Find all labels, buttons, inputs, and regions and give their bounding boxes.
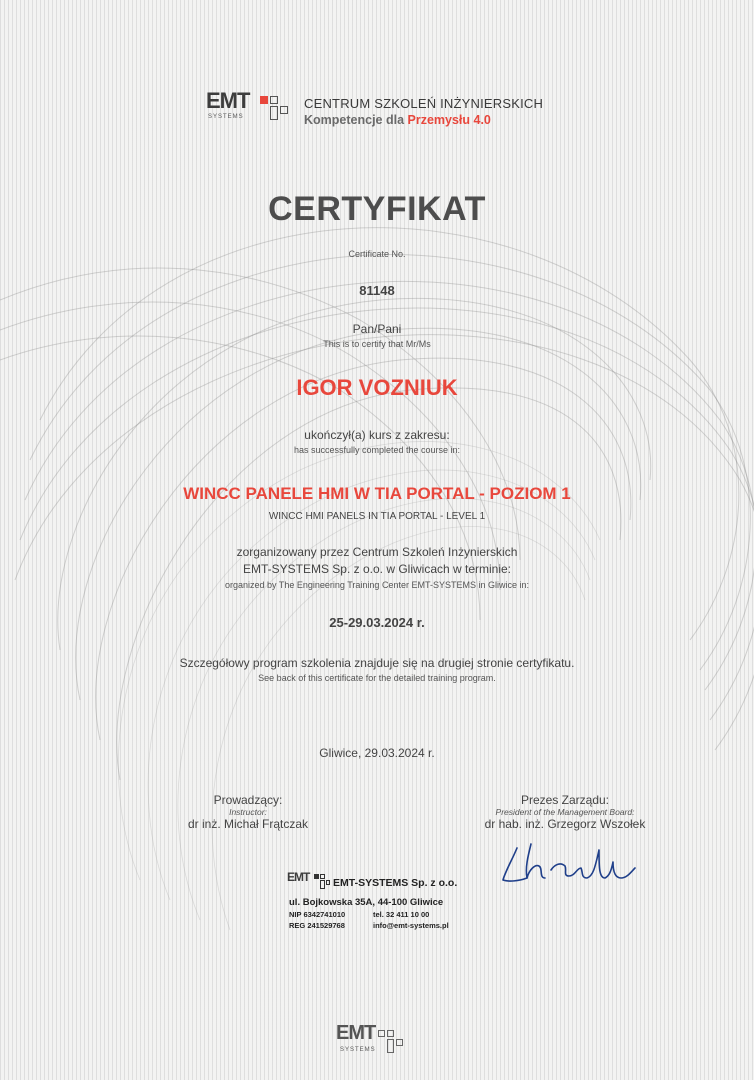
stamp-nip: NIP 6342741010 (289, 910, 346, 919)
stamp-company-name: EMT-SYSTEMS Sp. z o.o. (333, 877, 458, 889)
header-tagline (304, 113, 543, 127)
footer-logo-subtitle: SYSTEMS (340, 1047, 376, 1053)
tagline-prefix: Kompetencje dla (304, 113, 408, 127)
addressee-pl: Pan/Pani (352, 322, 402, 336)
footer-logo-wordmark: EMT (336, 1022, 376, 1044)
instructor-role-en: Instructor: (229, 807, 267, 817)
tagline-highlight: Przemysłu 4.0 (407, 113, 491, 127)
organizer-en: organized by The Engineering Training Center EMT-SYSTEMS in Gliwice in: (225, 580, 529, 590)
addressee-en: This is to certify that Mr/Ms (323, 339, 431, 349)
stamp-logo-wordmark: EMT (287, 870, 310, 884)
president-role-pl: Prezes Zarządu: (520, 793, 610, 807)
completed-en: has successfully completed the course in: (293, 445, 461, 455)
president-name: dr hab. inż. Grzegorz Wszołek (484, 817, 646, 831)
instructor-name: dr inż. Michał Frątczak (187, 817, 309, 831)
stamp-address: ul. Bojkowska 35A, 44-100 Gliwice (289, 897, 444, 908)
stamp-logo (287, 870, 331, 894)
stamp-row-2 (289, 921, 489, 930)
instructor-signature-block (128, 793, 368, 831)
header-text (304, 96, 543, 127)
program-note-pl: Szczegółowy program szkolenia znajduje się na drugiej stronie certyfikatu. (179, 656, 575, 670)
logo-squares-icon (258, 92, 292, 122)
completed-pl: ukończył(a) kurs z zakresu: (304, 428, 450, 442)
program-note-en: See back of this certificate for the detailed training program. (258, 673, 496, 683)
stamp-reg: REG 241529768 (289, 921, 345, 930)
footer-logo-squares-icon (378, 1026, 408, 1060)
certificate-title: CERTYFIKAT (268, 190, 486, 228)
logo-wordmark: EMT (206, 88, 250, 113)
stamp-logo-squares-icon (314, 872, 330, 890)
stamp-email: info@emt-systems.pl (373, 921, 449, 930)
course-title-pl: WINCC PANELE HMI W TIA PORTAL - POZIOM 1 (183, 484, 571, 503)
organizer-pl-2: EMT-SYSTEMS Sp. z o.o. w Gliwicach w terminie: (242, 562, 512, 576)
footer-logo (336, 1022, 416, 1066)
recipient-name: IGOR VOZNIUK (296, 375, 458, 400)
handwritten-signature (495, 838, 645, 888)
stamp-tel: tel. 32 411 10 00 (373, 910, 430, 919)
certificate-number: 81148 (359, 283, 395, 298)
header-center-name: CENTRUM SZKOLEŃ INŻYNIERSKICH (304, 96, 544, 111)
course-title-en: WINCC HMI PANELS IN TIA PORTAL - LEVEL 1 (268, 511, 486, 522)
president-signature-block (440, 793, 690, 831)
certificate-number-label: Certificate No. (348, 249, 406, 259)
stamp-row-1 (289, 910, 489, 919)
place-and-date: Gliwice, 29.03.2024 r. (319, 746, 435, 760)
president-role-en: President of the Management Board: (495, 807, 635, 817)
header-logo (206, 88, 298, 130)
organizer-pl-1: zorganizowany przez Centrum Szkoleń Inżynierskich (236, 545, 518, 559)
date-range: 25-29.03.2024 r. (329, 615, 425, 630)
logo-subtitle: SYSTEMS (208, 114, 244, 120)
instructor-role-pl: Prowadzący: (213, 793, 283, 807)
